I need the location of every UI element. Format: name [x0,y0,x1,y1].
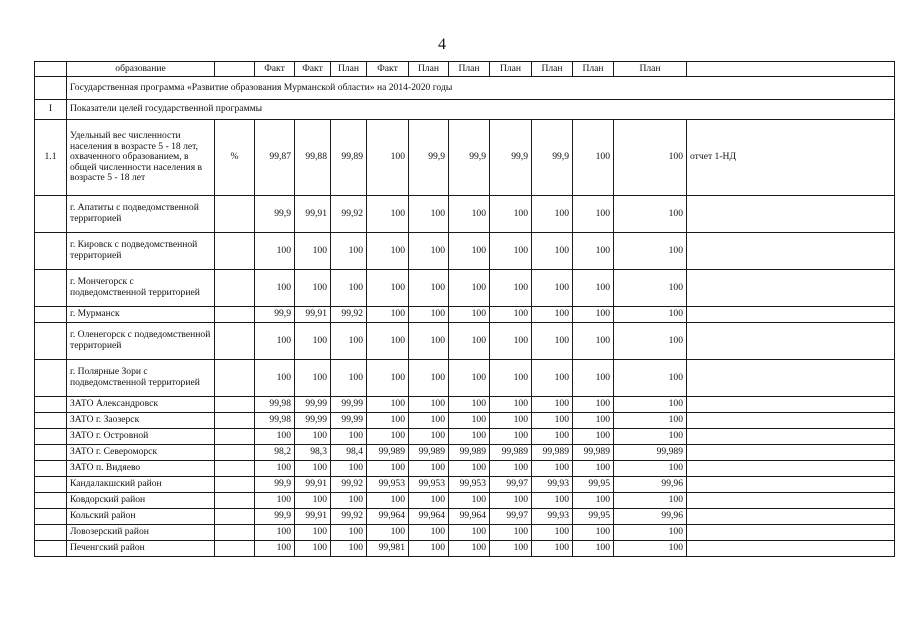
row-value: 99,981 [367,541,409,557]
row-value: 100 [449,323,490,360]
row-name: Ковдорский район [67,493,215,509]
row-value: 100 [295,360,331,397]
row-value: 100 [490,307,532,323]
row-value: 100 [367,461,409,477]
header-col: Факт [255,62,295,77]
row-value: 100 [449,461,490,477]
indicator-num: 1.1 [35,120,67,196]
row-unit-cell [215,233,255,270]
row-unit-cell [215,445,255,461]
row-value: 99,96 [614,477,687,493]
row-value: 100 [409,360,449,397]
header-col: План [449,62,490,77]
row-value: 100 [573,541,614,557]
row-value: 100 [573,397,614,413]
row-value: 100 [367,360,409,397]
row-value: 100 [614,461,687,477]
row-value: 100 [614,429,687,445]
row-value: 100 [532,196,573,233]
row-name: г. Мончегорск с подведомственной территорией [67,270,215,307]
row-name: Кольский район [67,509,215,525]
row-value: 99,9 [255,509,295,525]
row-value: 100 [449,307,490,323]
row-value: 99,99 [331,397,367,413]
row-value: 100 [409,233,449,270]
row-value: 100 [295,429,331,445]
table-row [35,445,895,461]
row-source-cell [687,493,895,509]
row-source-cell [687,509,895,525]
indicator-value: 100 [367,120,409,196]
row-value: 100 [573,270,614,307]
table-row [35,233,895,270]
row-unit-cell [215,413,255,429]
row-value: 99,989 [367,445,409,461]
table-row [35,477,895,493]
row-value: 100 [255,541,295,557]
row-value: 98,3 [295,445,331,461]
row-value: 99,99 [331,413,367,429]
row-num-cell [35,509,67,525]
row-num-cell [35,323,67,360]
row-name: ЗАТО г. Североморск [67,445,215,461]
row-unit-cell [215,270,255,307]
row-source-cell [687,541,895,557]
row-value: 100 [449,397,490,413]
row-value: 100 [614,233,687,270]
row-value: 100 [490,525,532,541]
indicator-value: 99,9 [532,120,573,196]
row-value: 100 [367,397,409,413]
row-value: 99,97 [490,509,532,525]
row-value: 100 [532,307,573,323]
row-value: 100 [490,323,532,360]
row-value: 100 [490,541,532,557]
row-value: 100 [532,397,573,413]
row-value: 100 [532,233,573,270]
row-value: 100 [490,270,532,307]
row-value: 100 [449,360,490,397]
program-num-cell [35,77,67,100]
row-unit-cell [215,307,255,323]
row-value: 100 [490,233,532,270]
indicator-value: 99,87 [255,120,295,196]
row-value: 99,95 [573,509,614,525]
row-value: 100 [573,196,614,233]
row-value: 100 [490,493,532,509]
row-value: 100 [367,525,409,541]
row-value: 100 [367,270,409,307]
row-source-cell [687,307,895,323]
row-num-cell [35,233,67,270]
row-value: 99,91 [295,196,331,233]
table-row [35,413,895,429]
row-value: 99,953 [449,477,490,493]
indicator-name: Удельный вес численности населения в возрасте 5 - 18 лет, охваченного образованием, в общей численности населения в возрасте 5 - 18 лет [67,120,215,196]
row-value: 99,99 [295,397,331,413]
indicator-row [35,120,895,196]
indicator-value: 99,9 [449,120,490,196]
row-value: 100 [255,461,295,477]
row-value: 100 [449,270,490,307]
row-value: 100 [409,323,449,360]
row-value: 100 [367,307,409,323]
row-value: 100 [331,525,367,541]
row-source-cell [687,429,895,445]
header-col: Факт [367,62,409,77]
row-name: ЗАТО п. Видяево [67,461,215,477]
row-name: Ловозерский район [67,525,215,541]
row-value: 100 [295,323,331,360]
row-name: Кандалакшский район [67,477,215,493]
row-num-cell [35,196,67,233]
indicator-value: 99,9 [490,120,532,196]
row-value: 100 [490,429,532,445]
row-source-cell [687,196,895,233]
header-col: Факт [295,62,331,77]
row-name: Печенгский район [67,541,215,557]
table-row [35,307,895,323]
row-name: ЗАТО г. Заозерск [67,413,215,429]
row-num-cell [35,525,67,541]
row-value: 99,964 [409,509,449,525]
table-row [35,461,895,477]
header-col: План [331,62,367,77]
header-col: План [409,62,449,77]
row-num-cell [35,360,67,397]
row-value: 99,953 [367,477,409,493]
row-value: 100 [295,493,331,509]
row-value: 99,93 [532,509,573,525]
indicator-value: 100 [573,120,614,196]
row-num-cell [35,445,67,461]
row-value: 100 [614,397,687,413]
row-name: г. Оленегорск с подведомственной территорией [67,323,215,360]
row-value: 100 [367,429,409,445]
row-value: 100 [409,541,449,557]
header-unit-cell [215,62,255,77]
row-value: 100 [255,493,295,509]
row-value: 100 [295,233,331,270]
indicator-value: 100 [614,120,687,196]
row-value: 100 [255,360,295,397]
row-value: 100 [573,323,614,360]
row-unit-cell [215,323,255,360]
row-value: 99,989 [449,445,490,461]
row-value: 100 [409,307,449,323]
row-value: 99,97 [490,477,532,493]
row-value: 100 [367,413,409,429]
row-value: 100 [449,493,490,509]
row-value: 99,98 [255,397,295,413]
row-value: 100 [573,525,614,541]
row-value: 100 [409,196,449,233]
indicator-value: 99,88 [295,120,331,196]
row-value: 99,964 [449,509,490,525]
row-value: 100 [490,461,532,477]
row-unit-cell [215,525,255,541]
row-value: 100 [367,233,409,270]
row-value: 100 [532,270,573,307]
row-num-cell [35,541,67,557]
row-source-cell [687,360,895,397]
table-row [35,360,895,397]
header-row [35,62,895,77]
row-value: 99,989 [409,445,449,461]
table-row [35,493,895,509]
row-unit-cell [215,196,255,233]
row-value: 99,92 [331,477,367,493]
row-value: 100 [449,525,490,541]
indicator-value: 99,89 [331,120,367,196]
row-value: 99,964 [367,509,409,525]
row-value: 100 [449,413,490,429]
row-value: 100 [409,493,449,509]
row-value: 100 [409,397,449,413]
row-value: 99,9 [255,196,295,233]
row-value: 100 [573,360,614,397]
row-value: 99,9 [255,477,295,493]
row-source-cell [687,445,895,461]
row-name: ЗАТО Александровск [67,397,215,413]
table-row [35,323,895,360]
row-value: 100 [295,270,331,307]
row-value: 100 [295,525,331,541]
row-name: г. Полярные Зори с подведомственной территорией [67,360,215,397]
row-value: 100 [409,525,449,541]
row-source-cell [687,323,895,360]
row-value: 98,4 [331,445,367,461]
row-name: ЗАТО г. Островной [67,429,215,445]
row-value: 100 [614,493,687,509]
row-unit-cell [215,509,255,525]
header-name-cell: образование [67,62,215,77]
page-number: 4 [438,36,446,53]
row-value: 100 [614,360,687,397]
row-value: 100 [449,196,490,233]
row-source-cell [687,477,895,493]
row-value: 100 [532,429,573,445]
row-value: 100 [295,541,331,557]
row-num-cell [35,429,67,445]
row-value: 99,96 [614,509,687,525]
indicator-source: отчет 1-НД [687,120,895,196]
row-value: 100 [614,196,687,233]
row-value: 100 [532,360,573,397]
row-value: 100 [331,541,367,557]
row-value: 100 [532,461,573,477]
row-value: 100 [490,397,532,413]
row-value: 100 [573,461,614,477]
header-col: План [573,62,614,77]
row-value: 100 [295,461,331,477]
row-value: 100 [331,493,367,509]
row-value: 100 [331,233,367,270]
row-value: 99,91 [295,477,331,493]
row-name: г. Кировск с подведомственной территорией [67,233,215,270]
table-row [35,541,895,557]
row-value: 100 [255,323,295,360]
row-value: 100 [532,541,573,557]
row-value: 100 [255,429,295,445]
row-value: 99,92 [331,509,367,525]
row-num-cell [35,307,67,323]
row-value: 100 [532,323,573,360]
section-title: Показатели целей государственной программы [67,100,895,120]
row-value: 100 [449,429,490,445]
row-value: 100 [255,233,295,270]
row-value: 100 [614,307,687,323]
row-value: 99,99 [295,413,331,429]
row-unit-cell [215,461,255,477]
row-value: 99,92 [331,196,367,233]
row-value: 100 [614,270,687,307]
row-num-cell [35,493,67,509]
row-name: г. Апатиты с подведомственной территорией [67,196,215,233]
header-source-cell [687,62,895,77]
row-name: г. Мурманск [67,307,215,323]
row-num-cell [35,413,67,429]
table-row [35,270,895,307]
header-col: План [614,62,687,77]
row-value: 100 [573,493,614,509]
indicators-table [34,61,895,557]
table-row [35,509,895,525]
row-value: 100 [532,413,573,429]
row-value: 100 [614,525,687,541]
row-value: 100 [573,429,614,445]
row-value: 100 [255,525,295,541]
row-source-cell [687,397,895,413]
row-value: 100 [490,196,532,233]
row-value: 100 [331,323,367,360]
row-unit-cell [215,360,255,397]
row-source-cell [687,461,895,477]
row-source-cell [687,270,895,307]
table-row [35,397,895,413]
row-value: 99,989 [614,445,687,461]
indicator-value: 99,9 [409,120,449,196]
table-row [35,196,895,233]
row-source-cell [687,525,895,541]
row-value: 100 [409,270,449,307]
row-value: 99,93 [532,477,573,493]
row-value: 100 [490,413,532,429]
row-value: 100 [331,429,367,445]
row-value: 99,953 [409,477,449,493]
row-unit-cell [215,541,255,557]
row-value: 100 [409,429,449,445]
row-source-cell [687,233,895,270]
row-value: 100 [573,413,614,429]
row-value: 98,2 [255,445,295,461]
row-value: 100 [449,541,490,557]
indicator-unit: % [215,120,255,196]
program-title: Государственная программа «Развитие образования Мурманской области» на 2014-2020 годы [67,77,895,100]
program-title-row [35,77,895,100]
row-value: 100 [409,461,449,477]
row-value: 99,92 [331,307,367,323]
row-value: 99,989 [532,445,573,461]
row-value: 100 [331,461,367,477]
section-row [35,100,895,120]
row-value: 100 [490,360,532,397]
row-value: 99,9 [255,307,295,323]
row-value: 100 [449,233,490,270]
row-value: 100 [532,525,573,541]
row-value: 100 [255,270,295,307]
row-value: 99,989 [573,445,614,461]
row-value: 100 [532,493,573,509]
row-value: 100 [331,360,367,397]
row-unit-cell [215,429,255,445]
row-value: 100 [573,233,614,270]
header-col: План [490,62,532,77]
row-unit-cell [215,477,255,493]
row-value: 100 [331,270,367,307]
row-value: 100 [614,541,687,557]
header-num-cell [35,62,67,77]
row-value: 100 [367,196,409,233]
row-value: 99,989 [490,445,532,461]
section-num: I [35,100,67,120]
row-value: 99,95 [573,477,614,493]
row-num-cell [35,397,67,413]
row-unit-cell [215,397,255,413]
table-row [35,429,895,445]
header-col: План [532,62,573,77]
row-value: 100 [614,323,687,360]
row-value: 99,98 [255,413,295,429]
row-unit-cell [215,493,255,509]
row-value: 100 [409,413,449,429]
row-num-cell [35,461,67,477]
row-value: 99,91 [295,307,331,323]
row-num-cell [35,477,67,493]
row-source-cell [687,413,895,429]
row-value: 99,91 [295,509,331,525]
table-row [35,525,895,541]
row-num-cell [35,270,67,307]
row-value: 100 [367,323,409,360]
row-value: 100 [573,307,614,323]
row-value: 100 [367,493,409,509]
row-value: 100 [614,413,687,429]
